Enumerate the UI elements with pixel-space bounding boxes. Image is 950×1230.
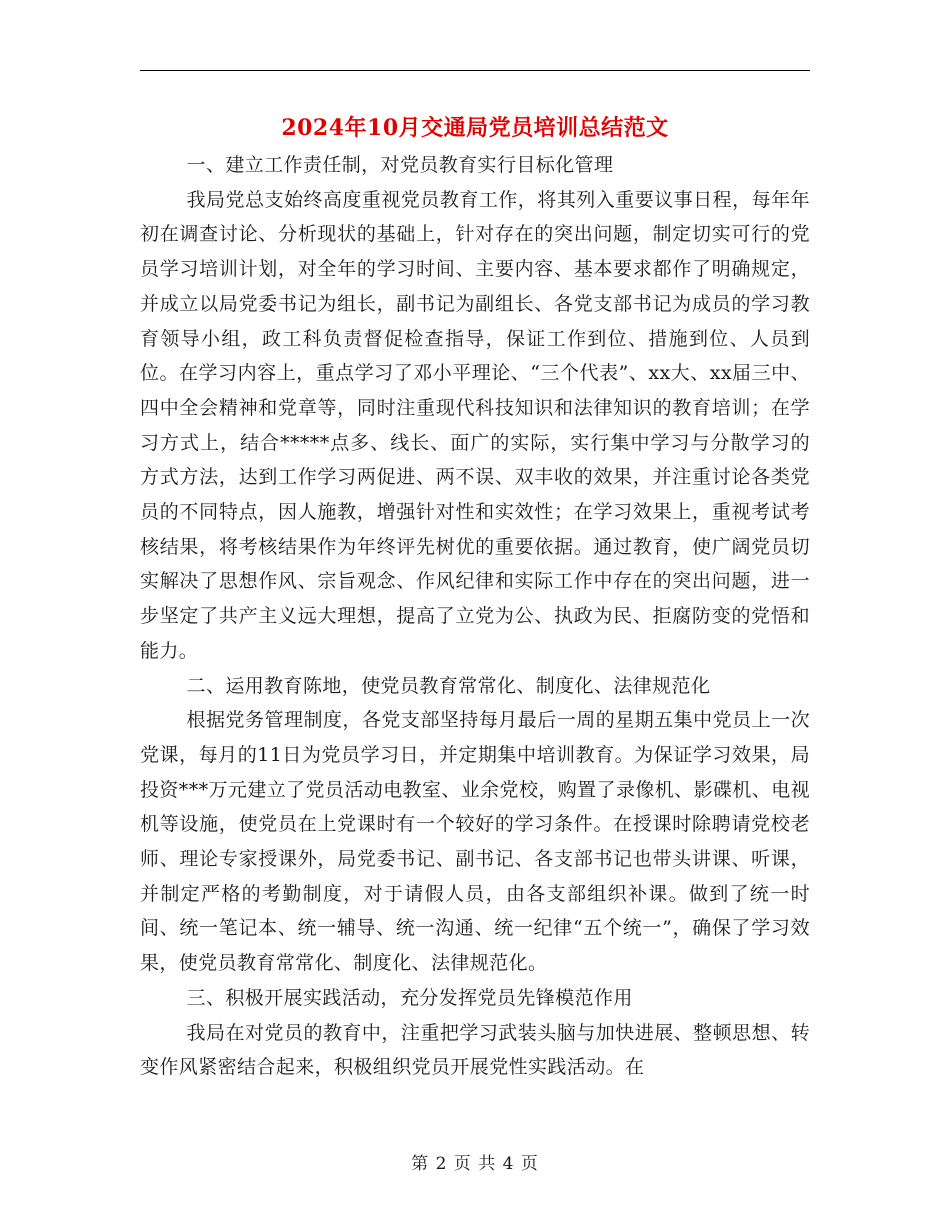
section-heading-2: 二、运用教育陈地，使党员教育常常化、制度化、法律规范化 [186, 674, 711, 697]
paragraph: 根据党务管理制度，各党支部坚持每月最后一周的星期五集中党员上一次党课，每月的11日为党员学习日，并定期集中培训教育。为保证学习效果，局投资***万元建立了党员活动电教室、业余党校，购置了录像机、影碟机、电视机等设施，使党员在上党课时有一个较好的学习条件。在授课时除聘请党校老师、理论专家授课外，局党委书记、副书记、各支部书记也带头讲课、听课，并制定严格的考勤制度，对于请假人员，由各支部组织补课。做到了统一时间、统一笔记本、统一辅导、统一沟通、统一纪律“五个统一”，确保了学习效果，使党员教育常常化、制度化、法律规范化。 [140, 709, 810, 975]
document-body [140, 148, 810, 1085]
section-heading-1: 一、建立工作责任制，对党员教育实行目标化管理 [186, 154, 614, 176]
document-title: 2024年10月交通局党员培训总结范文 [281, 115, 669, 141]
paragraph: 我局在对党员的教育中，注重把学习武装头脑与加快进展、整顿思想、转变作风紧密结合起来，积极组织党员开展党性实践活动。在 [140, 1021, 810, 1079]
section-heading-3: 三、积极开展实践活动，充分发挥党员先锋模范作用 [186, 986, 633, 1009]
header-rule [140, 70, 810, 71]
page-number: 第 2 页 共 4 页 [411, 1154, 539, 1174]
paragraph: 我局党总支始终高度重视党员教育工作，将其列入重要议事日程，每年年初在调查讨论、分析现状的基础上，针对存在的突出问题，制定切实可行的党员学习培训计划，对全年的学习时间、主要内容、基本要求都作了明确规定，并成立以局党委书记为组长，副书记为副组长、各党支部书记为成员的学习教育领导小组，政工科负责督促检查指导，保证工作到位、措施到位、人员到位。在学习内容上，重点学习了邓小平理论、“三个代表”、xx大、xx届三中、四中全会精神和党章等，同时注重现代科技知识和法律知识的教育培训；在学习方式上，结合*****点多、线长、面广的实际，实行集中学习与分散学习的方式方法，达到工作学习两促进、两不误、双丰收的效果，并注重讨论各类党员的不同特点，因人施教，增强针对性和实效性；在学习效果上，重视考试考核结果，将考核结果作为年终评先树优的重要依据。通过教育，使广阔党员切实解决了思想作风、宗旨观念、作风纪律和实际工作中存在的突出问题，进一步坚定了共产主义远大理想，提高了立党为公、执政为民、拒腐防变的党悟和能力。 [140, 188, 810, 662]
